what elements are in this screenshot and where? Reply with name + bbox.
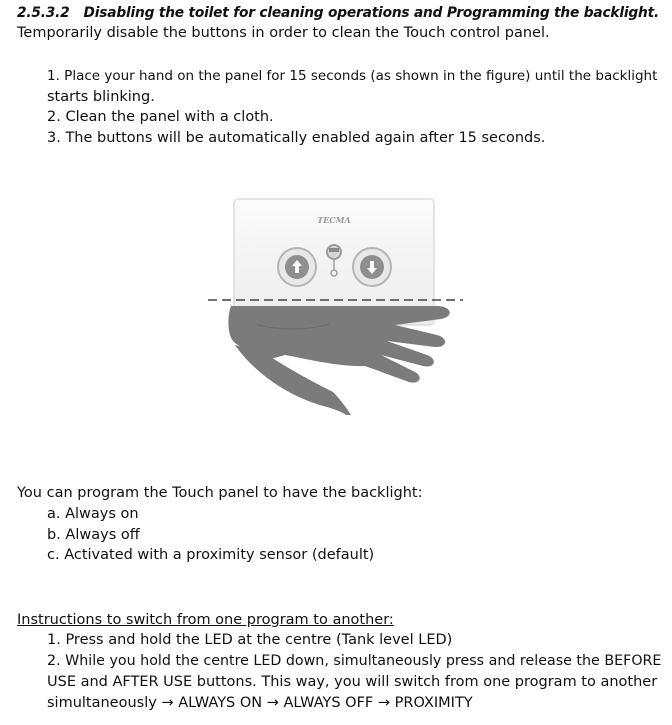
section-heading xyxy=(17,3,659,23)
cleaning-step-3: 3. The buttons will be automatically enabled again after 15 seconds. xyxy=(47,130,546,146)
backlight-option-a: a. Always on xyxy=(47,506,139,522)
cleaning-step-1-cont: starts blinking. xyxy=(47,89,155,105)
backlight-option-b: b. Always off xyxy=(47,527,140,543)
intro-text: Temporarily disable the buttons in order to clean the Touch control panel. xyxy=(17,25,550,41)
backlight-intro: You can program the Touch panel to have the backlight: xyxy=(17,485,423,501)
touch-panel-illustration xyxy=(205,185,470,425)
after-use-button xyxy=(353,248,391,286)
instruction-step-2-line3: simultaneously → ALWAYS ON → ALWAYS OFF → PROXIMITY xyxy=(47,695,473,711)
instruction-step-1: 1. Press and hold the LED at the centre (Tank level LED) xyxy=(47,632,453,648)
touch-panel-figure xyxy=(205,185,470,425)
instructions-heading: Instructions to switch from one program to another: xyxy=(17,612,394,628)
instruction-step-2-line1: 2. While you hold the centre LED down, simultaneously press and release the BEFORE xyxy=(47,653,662,669)
cleaning-step-1: 1. Place your hand on the panel for 15 seconds (as shown in the figure) until the backlight xyxy=(47,68,658,84)
before-use-button xyxy=(278,248,316,286)
instruction-step-2-line2: USE and AFTER USE buttons. This way, you will switch from one program to another xyxy=(47,674,658,690)
cleaning-step-2: 2. Clean the panel with a cloth. xyxy=(47,109,274,125)
brand-logo: TECMA xyxy=(317,215,351,225)
section-title: Disabling the toilet for cleaning operations and Programming the backlight. xyxy=(83,5,659,21)
section-number: 2.5.3.2 xyxy=(17,5,70,21)
backlight-option-c: c. Activated with a proximity sensor (default) xyxy=(47,547,375,563)
